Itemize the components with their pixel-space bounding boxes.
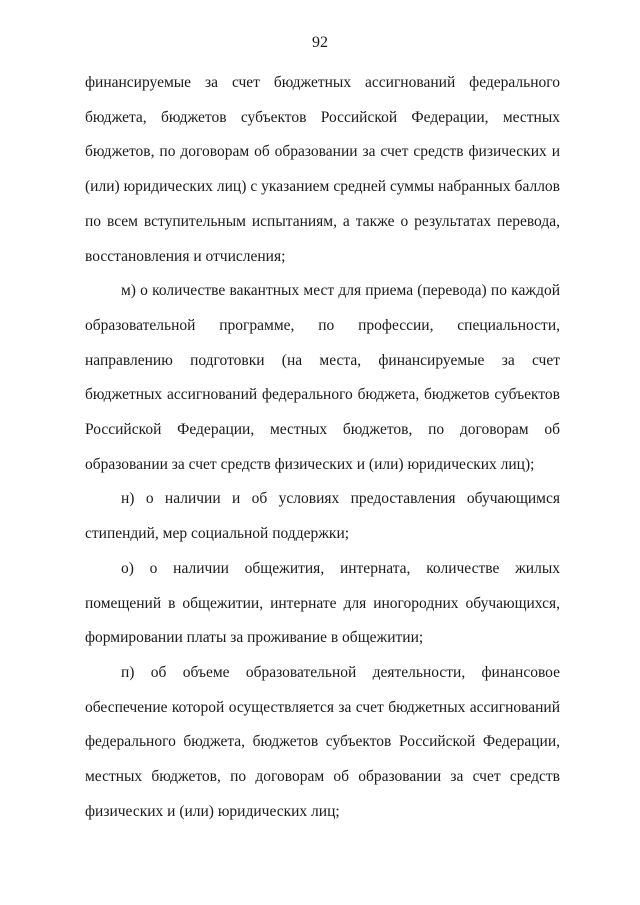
paragraph-item-p: п) об объеме образовательной деятельности, финансовое обеспечение которой осуществляется за счет бюджетных ассигнований федерального бюджета, бюджетов субъектов Российской Федерации, местных бюджетов, по договорам об образовании за счет средств физических и (или) юридических лиц; xyxy=(85,663,560,820)
paragraph-item-m: м) о количестве вакантных мест для приема (перевода) по каждой образовательной программе, по профессии, специальности, направлению подготовки (на места, финансируемые за счет бюджетных ассигнований федерального бюджета, бюджетов субъектов Российской Федерации, местных бюджетов, по договорам об образовании за счет средств физических и (или) юридических лиц); xyxy=(85,282,560,473)
page-number: 92 xyxy=(312,34,328,51)
paragraph-item-n: н) о наличии и об условиях предоставления обучающимся стипендий, мер социальной поддержки; xyxy=(85,490,560,543)
document-body xyxy=(85,66,560,829)
paragraph-item-o: о) о наличии общежития, интерната, количестве жилых помещений в общежитии, интернате для иногородних обучающихся, формировании платы за проживание в общежитии; xyxy=(85,559,560,647)
paragraph-continuation: финансируемые за счет бюджетных ассигнований федерального бюджета, бюджетов субъектов Российской Федерации, местных бюджетов, по договорам об образовании за счет средств физических и (или) юридических лиц) с указанием средней суммы набранных баллов по всем вступительным испытаниям, а также о результатах перевода, восстановления и отчисления; xyxy=(85,74,560,265)
